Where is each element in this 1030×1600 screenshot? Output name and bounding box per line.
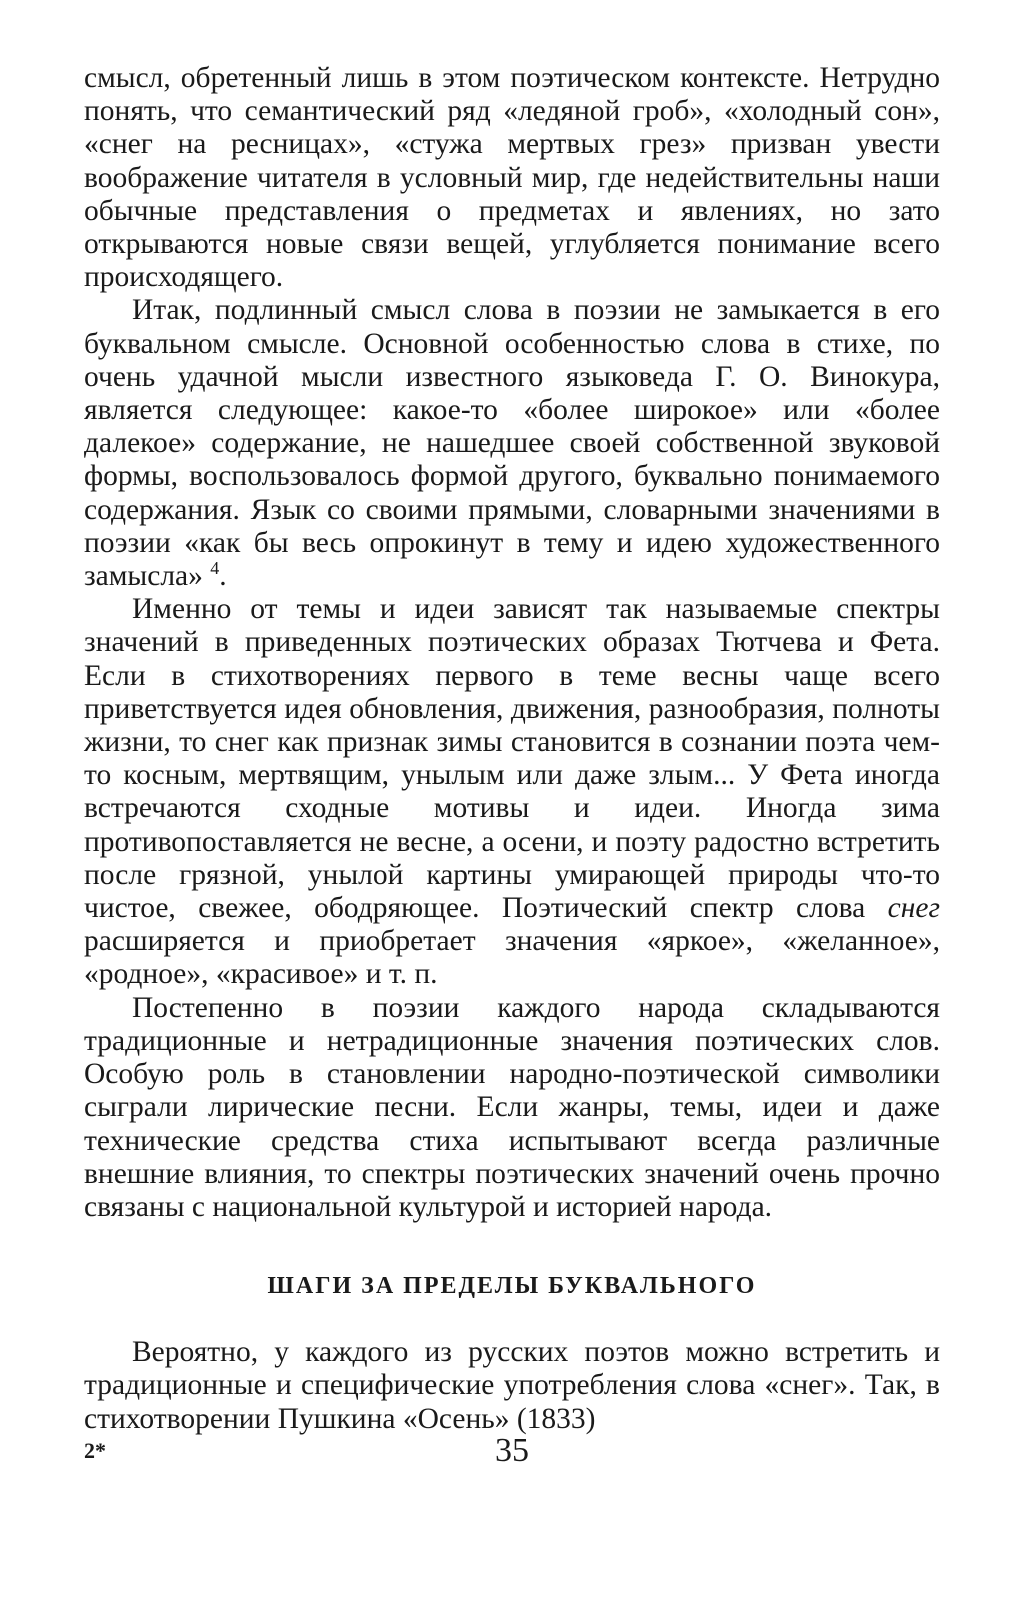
- paragraph-3-text-before: Именно от темы и идеи зависят так называемые спектры значений в приведенных поэтических образах Тютчева и Фета. Если в стихотворениях первого в теме весны чаще всего приветствуется идея обновления, движения, разнообразия, полноты жизни, то снег как признак зимы становится в сознании поэта чем-то косным, мертвящим, унылым или даже злым... У Фета иногда встречаются сходные мотивы и идеи. Иногда зима противопоставляется не весне, а осени, и поэту радостно встретить после грязной, унылой картины умирающей природы что-то чистое, свежее, ободряющее. Поэтический спектр слова: [84, 593, 940, 925]
- paragraph-2-text: Итак, подлинный смысл слова в поэзии не замыкается в его буквальном смысле. Основной особенностью слова в стихе, по очень удачной мысли известного языковеда Г. О. Винокура, является следующее: какое-то «более широкое» или «более далекое» содержание, не нашедшее своей собственной звуковой формы, воспользовалось формой другого, буквально понимаемого содержания. Язык со своими прямыми, словарными значениями в поэзии «как бы весь опрокинут в тему и идею художественного замысла»: [84, 294, 940, 593]
- paragraph-2: [84, 294, 940, 593]
- paragraph-1: смысл, обретенный лишь в этом поэтическом контексте. Нетрудно понять, что семантический ряд «ледяной гроб», «холодный сон», «снег на ресницах», «стужа мертвых грез» призван увести воображение читателя в условный мир, где недействительны наши обычные представления о предметах и явлениях, но зато открываются новые связи вещей, углубляется понимание всего происходящего.: [84, 62, 940, 294]
- signature-mark: 2*: [84, 1438, 106, 1463]
- paragraph-2-tail: .: [219, 560, 227, 593]
- page-number: 35: [495, 1432, 529, 1469]
- footnote-marker: 4: [210, 558, 220, 579]
- emphasized-word: снег: [887, 892, 940, 925]
- page-body: [84, 62, 940, 1436]
- paragraph-3-text-after: расширяется и приобретает значения «яркое», «желанное», «родное», «красивое» и т. п.: [84, 925, 940, 991]
- paragraph-5: Вероятно, у каждого из русских поэтов можно встретить и традиционные и специфические употребления слова «снег». Так, в стихотворении Пушкина «Осень» (1833): [84, 1336, 940, 1435]
- paragraph-3: [84, 593, 940, 991]
- paragraph-4: Постепенно в поэзии каждого народа складываются традиционные и нетрадиционные значения поэтических слов. Особую роль в становлении народно-поэтической символики сыграли лирические песни. Если жанры, темы, идеи и даже технические средства стиха испытывают всегда различные внешние влияния, то спектры поэтических значений очень прочно связаны с национальной культурой и историей народа.: [84, 991, 940, 1223]
- section-heading: ШАГИ ЗА ПРЕДЕЛЫ БУКВАЛЬНОГО: [267, 1273, 757, 1300]
- page-footer: [84, 1432, 940, 1472]
